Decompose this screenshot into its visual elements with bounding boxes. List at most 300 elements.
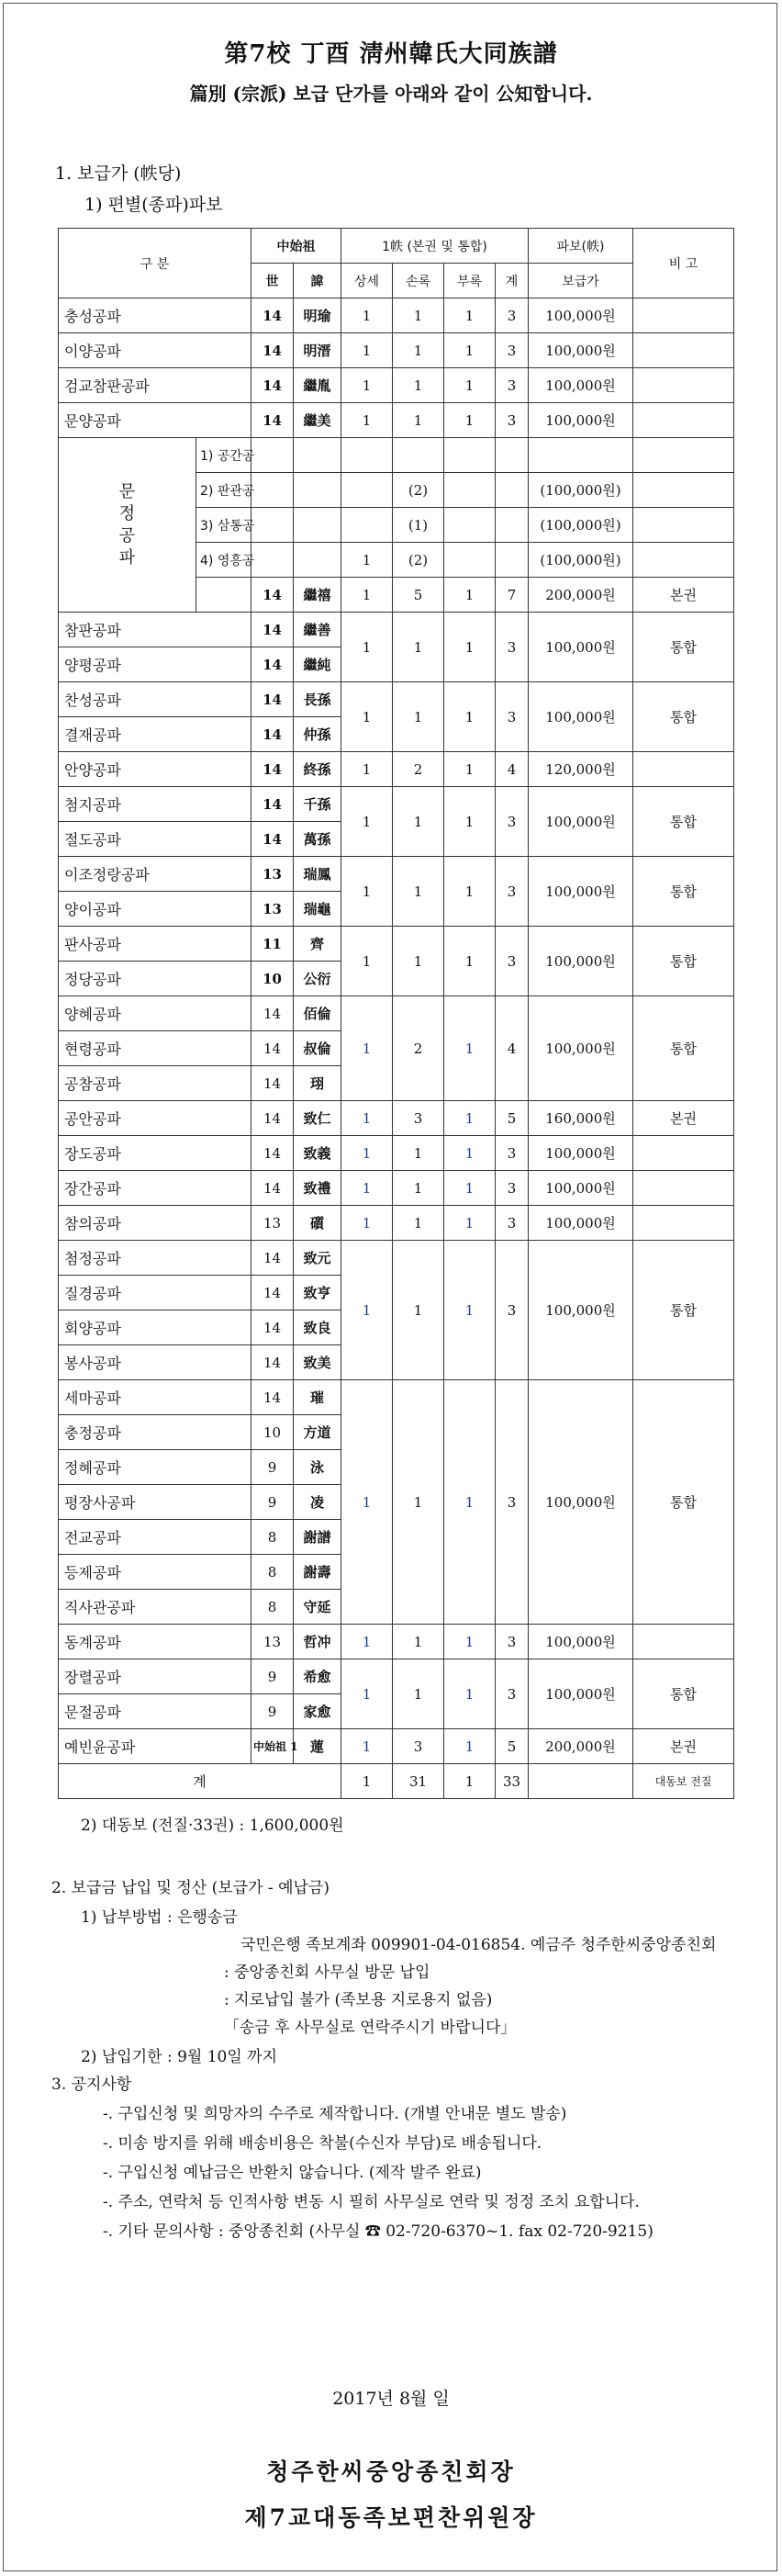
price-cell: 100,000원	[529, 1206, 633, 1241]
note-cell: 통합	[633, 927, 734, 996]
generation-cell: 14	[251, 647, 294, 682]
son-cell: 1	[393, 613, 444, 682]
given-name-cell: 守延	[294, 1590, 341, 1625]
given-name-cell: 致元	[294, 1241, 341, 1276]
bu-cell: 1	[444, 787, 496, 857]
given-name-cell: 長孫	[294, 682, 341, 717]
sang-cell	[341, 508, 393, 543]
header-hwi: 諱	[294, 264, 341, 298]
branch-name: 첨정공파	[59, 1241, 251, 1276]
note-cell	[633, 438, 734, 473]
price-cell: 100,000원	[529, 368, 633, 403]
bu-cell: 1	[444, 752, 496, 787]
table-row	[59, 613, 734, 647]
price-cell: (100,000원)	[529, 473, 633, 508]
given-name-cell: 繼善	[294, 613, 341, 647]
note-cell: 통합	[633, 996, 734, 1101]
son-cell: 1	[393, 1171, 444, 1206]
bu-cell: 1	[444, 682, 496, 752]
sang-cell: 1	[341, 787, 393, 857]
table-row	[59, 1241, 734, 1276]
generation-cell: 14	[251, 1310, 294, 1345]
sang-cell: 1	[341, 927, 393, 996]
pay-line: : 중앙종친회 사무실 방문 납입	[224, 1963, 430, 1982]
note-cell: 대동보 전질	[633, 1764, 734, 1799]
given-name-cell: 致美	[294, 1345, 341, 1380]
table-row	[59, 996, 734, 1031]
sang-cell: 1	[341, 368, 393, 403]
given-name-cell: 謝壽	[294, 1555, 341, 1590]
total-cell: 3	[496, 682, 529, 752]
generation-cell: 9	[251, 1485, 294, 1520]
sang-cell: 1	[341, 1241, 393, 1380]
header-son: 손록	[393, 264, 444, 298]
sang-cell: 1	[341, 857, 393, 927]
generation-cell: 8	[251, 1590, 294, 1625]
note-cell: 통합	[633, 1659, 734, 1729]
sang-cell: 1	[341, 298, 393, 333]
given-name-cell: 佰倫	[294, 996, 341, 1031]
son-cell: 1	[393, 1136, 444, 1171]
price-cell	[529, 1764, 633, 1799]
header-row	[59, 229, 734, 264]
total-cell: 3	[496, 298, 529, 333]
sang-cell: 1	[341, 752, 393, 787]
bu-cell: 1	[444, 857, 496, 927]
sang-cell: 1	[341, 996, 393, 1101]
generation-cell: 14	[251, 682, 294, 717]
price-cell: 100,000원	[529, 927, 633, 996]
branch-name: 정혜공파	[59, 1450, 251, 1485]
generation-cell: 14	[251, 333, 294, 368]
given-name-cell: 終孫	[294, 752, 341, 787]
header-sang: 상세	[341, 264, 393, 298]
table-row	[59, 1101, 734, 1136]
generation-cell: 14	[251, 1136, 294, 1171]
price-cell: 200,000원	[529, 1729, 633, 1764]
given-name-cell	[294, 438, 341, 473]
generation-cell	[251, 473, 294, 508]
total-cell: 3	[496, 787, 529, 857]
pay-line: 국민은행 족보계좌 009901-04-016854. 예금주 청주한씨중앙종친회	[240, 1936, 717, 1954]
deadline: 2) 납입기한 : 9월 10일 까지	[81, 2048, 278, 2066]
branch-name: 직사관공파	[59, 1590, 251, 1625]
notice-item: -. 기타 문의사항 : 중앙종친회 (사무실 ☎ 02-720-6370~1. fax 02-720-9215)	[103, 2222, 654, 2241]
son-cell: 1	[393, 298, 444, 333]
bu-cell: 1	[444, 578, 496, 613]
sub-branch-name: 2) 판관공	[196, 473, 251, 508]
note-cell: 통합	[633, 857, 734, 927]
given-name-cell: 蓮	[294, 1729, 341, 1764]
branch-name: 현령공파	[59, 1031, 251, 1066]
generation-cell: 14	[251, 752, 294, 787]
bu-cell	[444, 543, 496, 578]
total-cell: 3	[496, 1241, 529, 1380]
note-cell	[633, 333, 734, 368]
total-cell: 3	[496, 927, 529, 996]
munjeong-label-char: 공	[118, 525, 136, 546]
given-name-cell: 齊	[294, 927, 341, 962]
section-heading-1-2: 2) 대동보 (전질·33권) : 1,600,000원	[81, 1817, 344, 1835]
total-cell: 3	[496, 1380, 529, 1625]
given-name-cell: 繼純	[294, 647, 341, 682]
branch-name: 절도공파	[59, 822, 251, 857]
branch-name: 참의공파	[59, 1206, 251, 1241]
header-bu: 부록	[444, 264, 496, 298]
sub-branch-name: 3) 삼통공	[196, 508, 251, 543]
branch-name: 문양공파	[59, 403, 251, 438]
branch-name: 첨지공파	[59, 787, 251, 822]
bu-cell	[444, 508, 496, 543]
given-name-cell: 礩	[294, 1206, 341, 1241]
org-name-2: 제7교대동족보편찬위원장	[244, 2504, 538, 2531]
pay-line: 「송금 후 사무실로 연락주시기 바랍니다」	[224, 2019, 517, 2037]
branch-name: 봉사공파	[59, 1345, 251, 1380]
generation-cell: 14	[251, 1345, 294, 1380]
son-cell: 2	[393, 752, 444, 787]
branch-name: 문절공파	[59, 1694, 251, 1729]
bu-cell: 1	[444, 1241, 496, 1380]
branch-name: 참판공파	[59, 613, 251, 647]
sub-branch-name	[196, 578, 251, 613]
given-name-cell: 明瑜	[294, 298, 341, 333]
given-name-cell: 致亨	[294, 1276, 341, 1310]
price-cell: 100,000원	[529, 403, 633, 438]
branch-name: 동계공파	[59, 1625, 251, 1659]
generation-cell: 14	[251, 1276, 294, 1310]
total-cell	[496, 508, 529, 543]
sang-cell: 1	[341, 1206, 393, 1241]
given-name-cell: 千孫	[294, 787, 341, 822]
table-row	[59, 333, 734, 368]
branch-name: 판사공파	[59, 927, 251, 962]
sub-branch-name: 4) 영흥공	[196, 543, 251, 578]
notice-item: -. 구입신청 및 희망자의 수주로 제작합니다. (개별 안내문 별도 발송)	[103, 2105, 567, 2123]
note-cell: 통합	[633, 1241, 734, 1380]
price-cell: 160,000원	[529, 1101, 633, 1136]
bu-cell: 1	[444, 1659, 496, 1729]
generation-cell: 10	[251, 1415, 294, 1450]
note-cell	[633, 368, 734, 403]
bu-cell: 1	[444, 333, 496, 368]
branch-name: 공참공파	[59, 1066, 251, 1101]
sang-cell: 1	[341, 1625, 393, 1659]
given-name-cell: 謝譜	[294, 1520, 341, 1555]
generation-cell: 14	[251, 717, 294, 752]
table-row	[59, 298, 734, 333]
document-date: 2017년 8월 일	[332, 2389, 450, 2409]
total-cell: 3	[496, 1659, 529, 1729]
total-cell: 3	[496, 403, 529, 438]
branch-name: 이양공파	[59, 333, 251, 368]
given-name-cell: 繼美	[294, 403, 341, 438]
generation-cell: 14	[251, 1066, 294, 1101]
son-cell: 1	[393, 1206, 444, 1241]
price-cell: 100,000원	[529, 1171, 633, 1206]
branch-name: 장도공파	[59, 1136, 251, 1171]
munjeong-label-char: 정	[118, 503, 136, 523]
bu-cell: 1	[444, 298, 496, 333]
son-cell: 1	[393, 857, 444, 927]
price-cell: 100,000원	[529, 333, 633, 368]
given-name-cell: 致仁	[294, 1101, 341, 1136]
header-bogeupga: 보급가	[529, 264, 633, 298]
notice-item: -. 미송 방지를 위해 배송비용은 착불(수신자 부담)로 배송됩니다.	[103, 2134, 542, 2153]
generation-cell: 9	[251, 1694, 294, 1729]
table-row	[59, 927, 734, 962]
total-cell: 3	[496, 1171, 529, 1206]
bu-cell: 1	[444, 1206, 496, 1241]
branch-name: 공안공파	[59, 1101, 251, 1136]
generation-cell: 9	[251, 1659, 294, 1694]
bu-cell: 1	[444, 1101, 496, 1136]
son-cell: 1	[393, 368, 444, 403]
total-cell: 3	[496, 613, 529, 682]
generation-cell: 14	[251, 613, 294, 647]
given-name-cell	[294, 473, 341, 508]
son-cell: 1	[393, 927, 444, 996]
given-name-cell: 致良	[294, 1310, 341, 1345]
total-cell: 3	[496, 333, 529, 368]
generation-cell: 13	[251, 1206, 294, 1241]
generation-cell: 14	[251, 298, 294, 333]
total-cell: 3	[496, 1206, 529, 1241]
given-name-cell	[294, 508, 341, 543]
note-cell: 본권	[633, 578, 734, 613]
son-cell: 31	[393, 1764, 444, 1799]
branch-name: 양이공파	[59, 892, 251, 927]
price-cell: 100,000원	[529, 787, 633, 857]
total-cell	[496, 473, 529, 508]
given-name-cell: 明溍	[294, 333, 341, 368]
generation-cell: 13	[251, 1625, 294, 1659]
given-name-cell: 家愈	[294, 1694, 341, 1729]
price-cell: 200,000원	[529, 578, 633, 613]
table-row	[59, 1136, 734, 1171]
generation-cell: 13	[251, 892, 294, 927]
generation-cell: 中始祖 1	[251, 1729, 294, 1764]
note-cell	[633, 543, 734, 578]
note-cell: 통합	[633, 682, 734, 752]
price-cell: (100,000원)	[529, 543, 633, 578]
generation-cell: 14	[251, 368, 294, 403]
son-cell: 1	[393, 1659, 444, 1729]
total-cell: 4	[496, 996, 529, 1101]
generation-cell	[251, 438, 294, 473]
given-name-cell: 珝	[294, 1066, 341, 1101]
branch-name: 결재공파	[59, 717, 251, 752]
page-subtitle: 篇別 (宗派) 보급 단가를 아래와 같이 公知합니다.	[189, 83, 593, 105]
header-se: 世	[251, 264, 294, 298]
sang-cell	[341, 438, 393, 473]
generation-cell: 11	[251, 927, 294, 962]
generation-cell: 10	[251, 962, 294, 996]
total-cell: 3	[496, 1136, 529, 1171]
sub-branch-name: 1) 공간공	[196, 438, 251, 473]
header-cheol: 1帙 (본권 및 통합)	[341, 229, 529, 264]
branch-name: 이조정랑공파	[59, 857, 251, 892]
given-name-cell: 萬孫	[294, 822, 341, 857]
table-row	[59, 787, 734, 822]
branch-name: 양혜공파	[59, 996, 251, 1031]
generation-cell: 8	[251, 1555, 294, 1590]
bu-cell: 1	[444, 1625, 496, 1659]
sang-cell: 1	[341, 543, 393, 578]
given-name-cell: 公衍	[294, 962, 341, 996]
total-cell: 5	[496, 1101, 529, 1136]
note-cell	[633, 1136, 734, 1171]
bu-cell	[444, 438, 496, 473]
son-cell: 1	[393, 333, 444, 368]
note-cell	[633, 473, 734, 508]
given-name-cell: 繼胤	[294, 368, 341, 403]
branch-name: 장렬공파	[59, 1659, 251, 1694]
total-cell	[496, 543, 529, 578]
given-name-cell: 哲冲	[294, 1625, 341, 1659]
branch-name: 등제공파	[59, 1555, 251, 1590]
section-heading-2: 2. 보급금 납입 및 정산 (보급가 - 예납금)	[51, 1879, 330, 1897]
table-row	[59, 1380, 734, 1415]
branch-name: 예빈윤공파	[59, 1729, 251, 1764]
given-name-cell: 希愈	[294, 1659, 341, 1694]
note-cell	[633, 752, 734, 787]
generation-cell: 14	[251, 1101, 294, 1136]
given-name-cell: 泳	[294, 1450, 341, 1485]
notice-item: -. 구입신청 예납금은 반환치 않습니다. (제작 발주 완료)	[103, 2164, 482, 2182]
sang-cell: 1	[341, 1764, 393, 1799]
given-name-cell: 叔倫	[294, 1031, 341, 1066]
note-cell	[633, 1171, 734, 1206]
sang-cell: 1	[341, 1380, 393, 1625]
bu-cell: 1	[444, 1380, 496, 1625]
bu-cell: 1	[444, 1171, 496, 1206]
branch-name: 질경공파	[59, 1276, 251, 1310]
munjeong-sub-row	[59, 438, 734, 473]
son-cell: 1	[393, 787, 444, 857]
branch-name: 세마공파	[59, 1380, 251, 1415]
table-row	[59, 1659, 734, 1694]
generation-cell: 14	[251, 1171, 294, 1206]
bu-cell: 1	[444, 927, 496, 996]
branch-name: 장간공파	[59, 1171, 251, 1206]
table-row	[59, 403, 734, 438]
branch-name: 회양공파	[59, 1310, 251, 1345]
generation-cell: 14	[251, 1241, 294, 1276]
sang-cell: 1	[341, 333, 393, 368]
generation-cell: 14	[251, 787, 294, 822]
total-cell: 7	[496, 578, 529, 613]
branch-name: 정당공파	[59, 962, 251, 996]
sang-cell: 1	[341, 403, 393, 438]
branch-name: 충성공파	[59, 298, 251, 333]
sang-cell: 1	[341, 1659, 393, 1729]
branch-name: 전교공파	[59, 1520, 251, 1555]
bu-cell: 1	[444, 996, 496, 1101]
generation-cell	[251, 508, 294, 543]
bu-cell: 1	[444, 1764, 496, 1799]
bu-cell: 1	[444, 613, 496, 682]
bu-cell	[444, 473, 496, 508]
table-row	[59, 752, 734, 787]
section-heading-1: 1. 보급가 (帙당)	[55, 163, 182, 184]
bu-cell: 1	[444, 1729, 496, 1764]
total-label: 계	[59, 1764, 341, 1799]
price-cell: 100,000원	[529, 1380, 633, 1625]
table-row	[59, 682, 734, 717]
price-cell: 100,000원	[529, 1136, 633, 1171]
sang-cell: 1	[341, 1101, 393, 1136]
bu-cell: 1	[444, 368, 496, 403]
generation-cell: 14	[251, 578, 294, 613]
note-cell	[633, 1206, 734, 1241]
given-name-cell: 仲孫	[294, 717, 341, 752]
table-row	[59, 1206, 734, 1241]
generation-cell: 14	[251, 822, 294, 857]
son-cell: 3	[393, 1729, 444, 1764]
price-cell: 100,000원	[529, 1659, 633, 1729]
total-cell: 4	[496, 752, 529, 787]
son-cell	[393, 438, 444, 473]
son-cell: 1	[393, 1625, 444, 1659]
sang-cell: 1	[341, 682, 393, 752]
price-cell: 100,000원	[529, 1625, 633, 1659]
son-cell: (2)	[393, 473, 444, 508]
header-gubun: 구 분	[59, 229, 251, 298]
generation-cell: 13	[251, 857, 294, 892]
given-name-cell: 方道	[294, 1415, 341, 1450]
table-row	[59, 857, 734, 892]
bu-cell: 1	[444, 403, 496, 438]
sang-cell: 1	[341, 1171, 393, 1206]
note-cell: 통합	[633, 787, 734, 857]
branch-name: 안양공파	[59, 752, 251, 787]
pay-method: 1) 납부방법 : 은행송금	[81, 1908, 238, 1927]
note-cell: 본권	[633, 1729, 734, 1764]
given-name-cell: 璀	[294, 1380, 341, 1415]
given-name-cell: 瑞龜	[294, 892, 341, 927]
given-name-cell: 瑞鳳	[294, 857, 341, 892]
header-jungsi: 中始祖	[251, 229, 341, 264]
note-cell	[633, 403, 734, 438]
given-name-cell: 致禮	[294, 1171, 341, 1206]
total-cell: 5	[496, 1729, 529, 1764]
note-cell: 통합	[633, 1380, 734, 1625]
generation-cell: 14	[251, 403, 294, 438]
branch-name: 검교참판공파	[59, 368, 251, 403]
price-table-body	[59, 229, 734, 1799]
sang-cell	[341, 473, 393, 508]
price-cell: 100,000원	[529, 613, 633, 682]
header-gye: 계	[496, 264, 529, 298]
note-cell	[633, 298, 734, 333]
table-row	[59, 1729, 734, 1764]
total-cell: 3	[496, 1625, 529, 1659]
generation-cell: 8	[251, 1520, 294, 1555]
table-row	[59, 1171, 734, 1206]
munjeong-label-char: 파	[118, 547, 136, 568]
note-cell	[633, 1625, 734, 1659]
son-cell: 1	[393, 1241, 444, 1380]
total-cell: 3	[496, 368, 529, 403]
price-cell: 100,000원	[529, 857, 633, 927]
total-cell: 33	[496, 1764, 529, 1799]
sang-cell: 1	[341, 1729, 393, 1764]
branch-name: 평장사공파	[59, 1485, 251, 1520]
section-heading-3: 3. 공지사항	[51, 2075, 132, 2094]
price-cell: (100,000원)	[529, 508, 633, 543]
son-cell: 1	[393, 682, 444, 752]
branch-name: 찬성공파	[59, 682, 251, 717]
